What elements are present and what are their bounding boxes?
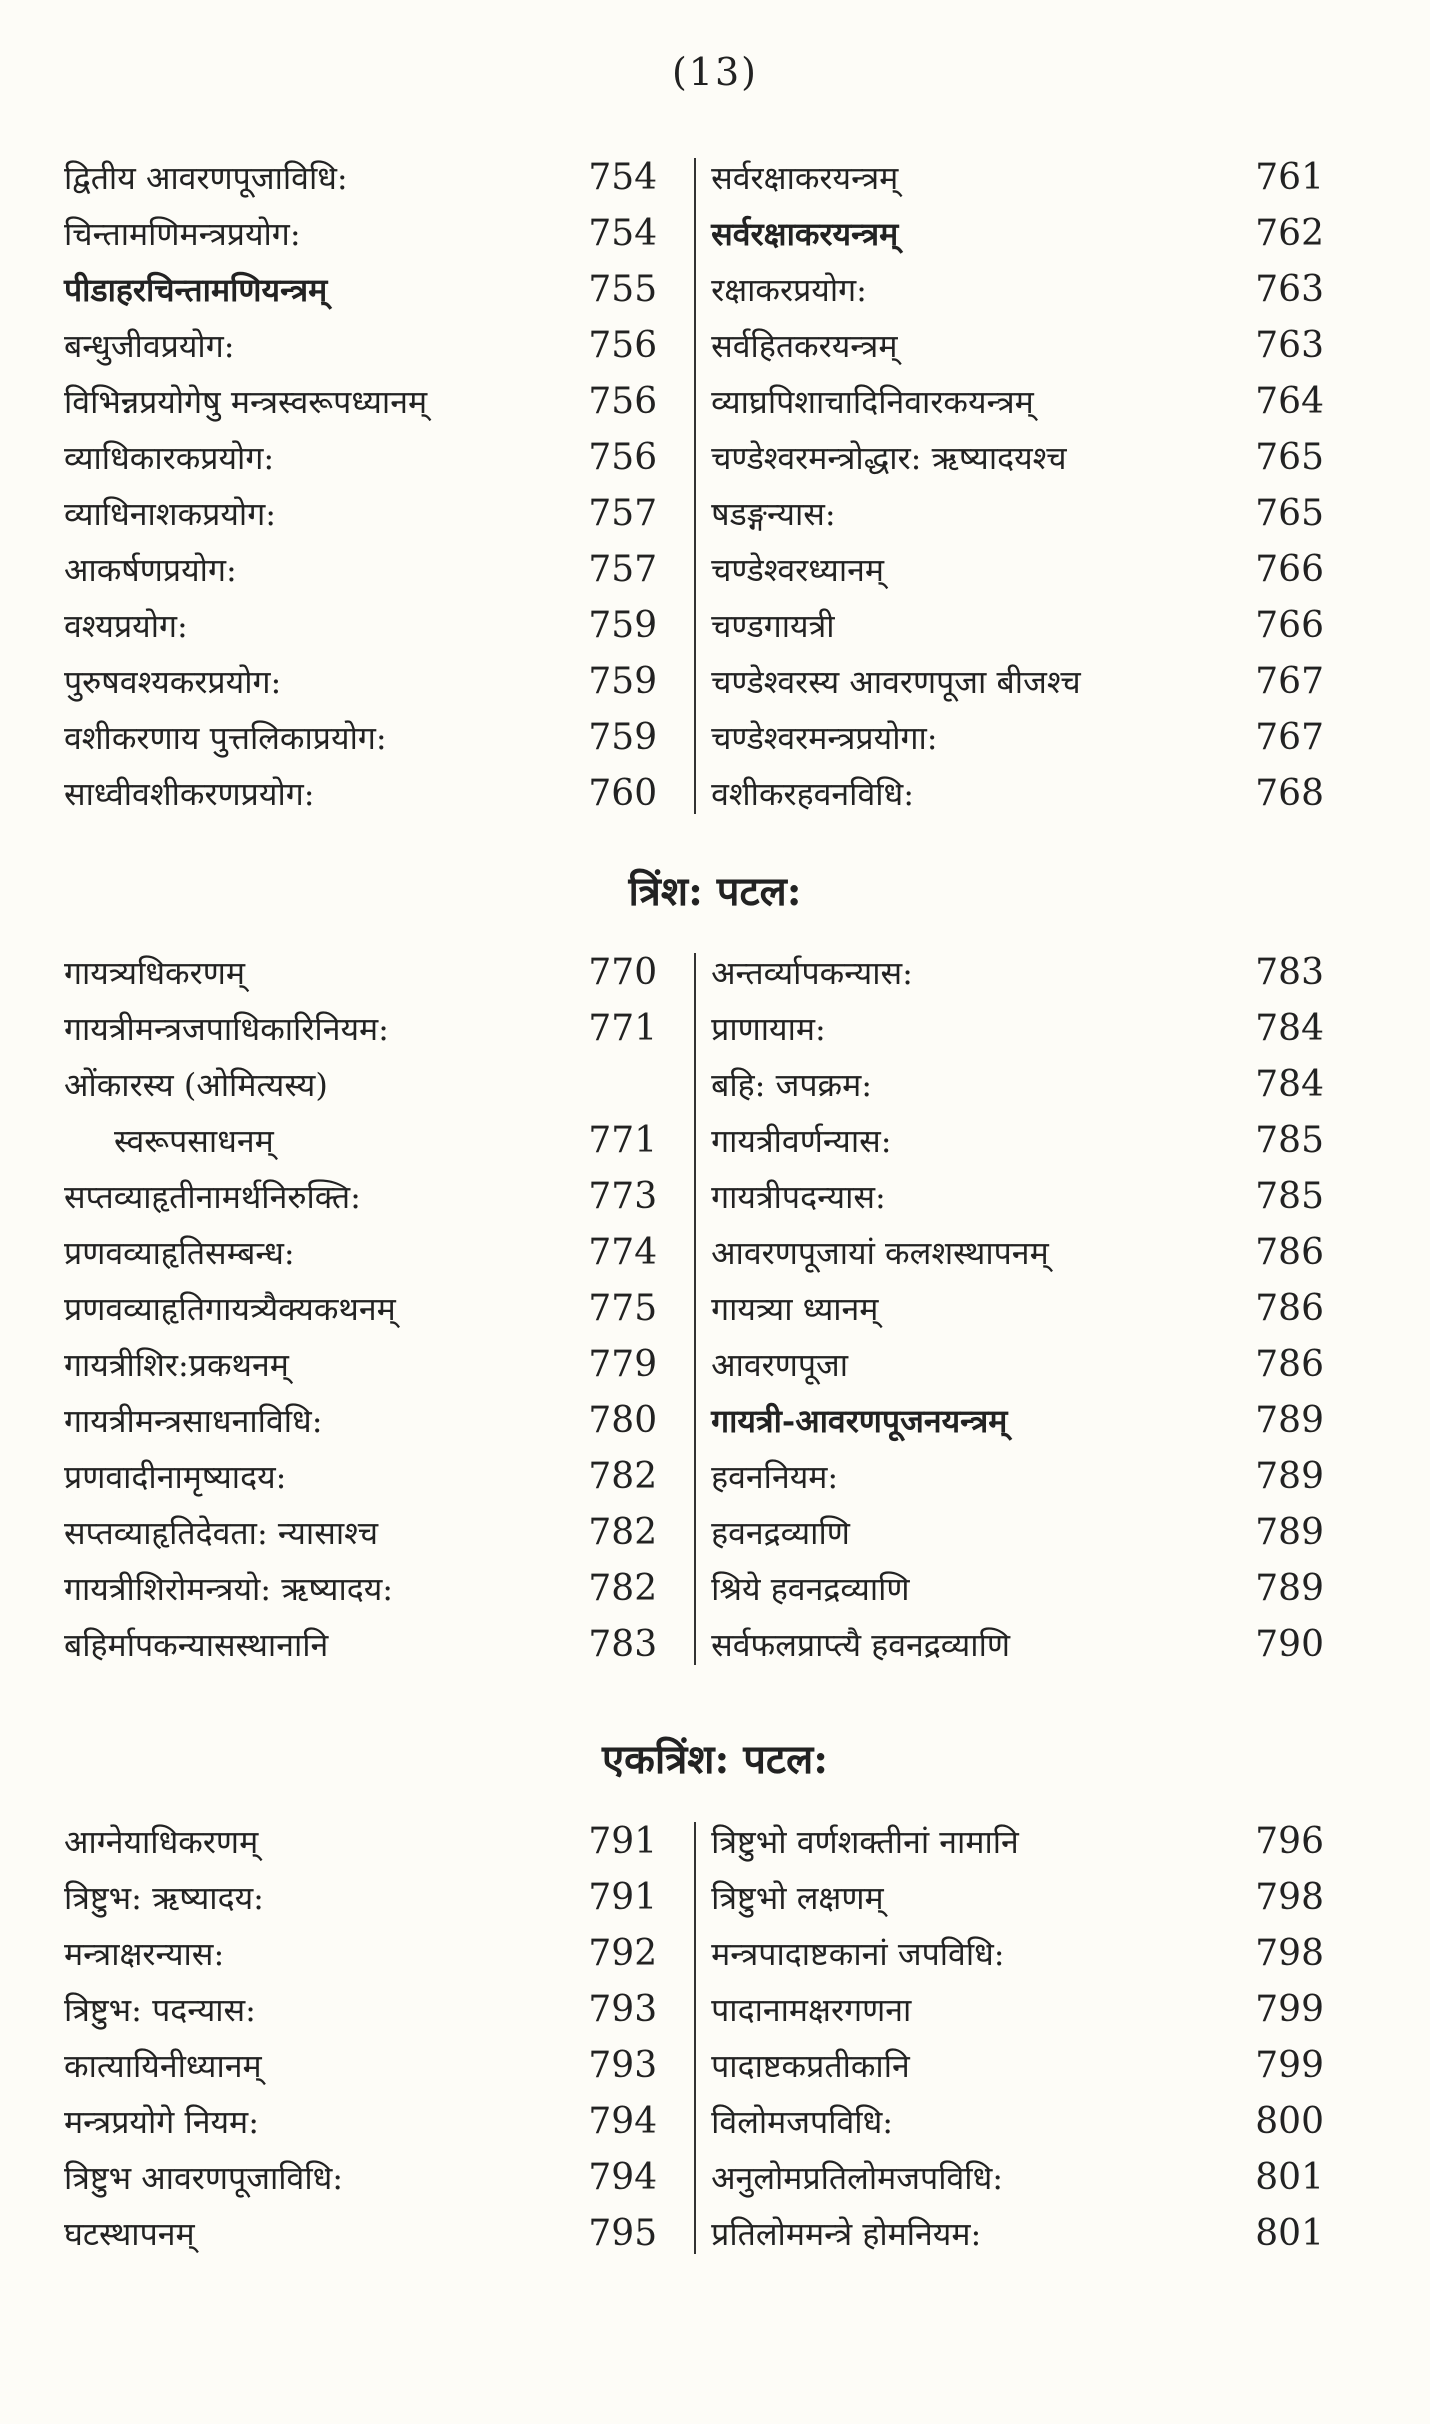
toc-entry-title: विभिन्नप्रयोगेषु मन्त्रस्वरूपध्यानम् — [64, 383, 428, 421]
toc-entry — [64, 262, 657, 318]
toc-entry-title: पादानामक्षरगणना — [711, 1991, 912, 2029]
toc-entry — [64, 766, 657, 822]
toc-entry-title: चण्डेश्वरमन्त्रप्रयोगा: — [711, 719, 938, 757]
toc-entry — [64, 486, 657, 542]
toc-entry-page: 755 — [588, 269, 658, 310]
toc-entry — [711, 150, 1324, 206]
section-heading-trimsha-patala: त्रिंश: पटल: — [628, 868, 802, 915]
toc-entry-title: प्रणवादीनामृष्यादय: — [64, 1458, 287, 1496]
toc-entry-title: गायत्रीवर्णन्यास: — [711, 1122, 892, 1160]
toc-entry-title: साध्वीवशीकरणप्रयोग: — [64, 775, 315, 813]
toc-entry-page: 775 — [588, 1288, 658, 1329]
toc-entry-page: 786 — [1255, 1344, 1324, 1385]
toc-column-left — [64, 945, 683, 1673]
toc-entry-page: 763 — [1255, 325, 1324, 366]
toc-entry — [711, 206, 1324, 262]
toc-entry — [711, 1225, 1324, 1281]
toc-entry-page: 789 — [1255, 1512, 1324, 1553]
toc-entry — [711, 1870, 1324, 1926]
toc-entry — [711, 262, 1324, 318]
toc-entry — [711, 2094, 1324, 2150]
toc-entry-page: 770 — [588, 952, 658, 993]
toc-entry — [64, 1505, 657, 1561]
toc-entry-title: वश्यप्रयोग: — [64, 607, 188, 645]
toc-entry-title: हवननियम: — [711, 1458, 839, 1496]
toc-entry-page: 801 — [1255, 2213, 1324, 2254]
toc-entry-page: 801 — [1255, 2157, 1324, 2198]
toc-entry-page: 798 — [1255, 1877, 1324, 1918]
toc-entry-page: 767 — [1255, 717, 1324, 758]
toc-entry-page: 756 — [588, 437, 658, 478]
toc-entry-title: त्रिष्टुभो लक्षणम् — [711, 1879, 884, 1917]
toc-entry — [64, 318, 657, 374]
toc-entry-title: व्याधिनाशकप्रयोग: — [64, 495, 276, 533]
toc-entry-page: 765 — [1255, 437, 1324, 478]
toc-entry-page: 789 — [1255, 1568, 1324, 1609]
toc-entry-page: 773 — [588, 1176, 658, 1217]
toc-entry-page: 759 — [588, 605, 658, 646]
toc-entry-title: हवनद्रव्याणि — [711, 1514, 850, 1552]
toc-entry-page: 771 — [588, 1120, 658, 1161]
toc-entry-title: द्वितीय आवरणपूजाविधि: — [64, 159, 348, 197]
toc-entry — [711, 945, 1324, 1001]
toc-entry — [711, 318, 1324, 374]
toc-entry — [64, 430, 657, 486]
toc-entry — [64, 1281, 657, 1337]
toc-entry — [64, 598, 657, 654]
toc-entry-page: 760 — [588, 773, 658, 814]
toc-entry — [711, 598, 1324, 654]
toc-entry-page: 754 — [588, 213, 658, 254]
toc-entry-title: गायत्रीशिर:प्रकथनम् — [64, 1346, 289, 1384]
toc-entry — [64, 710, 657, 766]
toc-entry — [711, 2038, 1324, 2094]
toc-column-right — [683, 150, 1324, 822]
toc-entry-title: मन्त्राक्षरन्यास: — [64, 1935, 225, 1973]
toc-entry — [64, 654, 657, 710]
toc-entry — [64, 1926, 657, 1982]
toc-entry-page: 798 — [1255, 1933, 1324, 1974]
toc-entry-title: वशीकरहवनविधि: — [711, 775, 914, 813]
toc-entry — [711, 542, 1324, 598]
toc-entry-page: 767 — [1255, 661, 1324, 702]
section-heading-ekatrimsha-patala: एकत्रिंश: पटल: — [602, 1736, 828, 1783]
toc-entry — [711, 1561, 1324, 1617]
toc-entry-page: 782 — [588, 1512, 658, 1553]
toc-entry — [64, 1561, 657, 1617]
toc-entry-title: सर्वरक्षाकरयन्त्रम् — [711, 159, 899, 197]
toc-entry — [64, 1001, 657, 1057]
toc-entry-title: विलोमजपविधि: — [711, 2103, 894, 2141]
toc-entry — [711, 1617, 1324, 1673]
toc-entry-page: 784 — [1255, 1064, 1324, 1105]
toc-entry — [711, 2206, 1324, 2262]
toc-entry-page: 759 — [588, 661, 658, 702]
toc-entry-title: पीडाहरचिन्तामणियन्त्रम् — [64, 271, 328, 309]
toc-entry-page: 786 — [1255, 1288, 1324, 1329]
toc-entry — [64, 1617, 657, 1673]
toc-entry — [64, 1814, 657, 1870]
toc-entry-title: गायत्रीमन्त्रसाधनाविधि: — [64, 1402, 323, 1440]
toc-entry-page: 765 — [1255, 493, 1324, 534]
toc-entry — [64, 2150, 657, 2206]
toc-column-right — [683, 945, 1324, 1673]
toc-entry-page: 799 — [1255, 1989, 1324, 2030]
toc-entry-page: 789 — [1255, 1400, 1324, 1441]
toc-entry-title: आकर्षणप्रयोग: — [64, 551, 237, 589]
toc-entry-page: 794 — [588, 2101, 658, 2142]
toc-entry-title: चिन्तामणिमन्त्रप्रयोग: — [64, 215, 301, 253]
toc-entry — [711, 1449, 1324, 1505]
toc-column-left — [64, 1814, 683, 2262]
toc-entry — [64, 1982, 657, 2038]
toc-entry-page: 791 — [588, 1821, 658, 1862]
toc-entry-title: आवरणपूजा — [711, 1346, 849, 1384]
toc-entry-page: 780 — [588, 1400, 658, 1441]
toc-section-1 — [64, 150, 1324, 822]
toc-entry — [64, 542, 657, 598]
toc-entry-title: व्याघ्रपिशाचादिनिवारकयन्त्रम् — [711, 383, 1034, 421]
toc-entry-title: वशीकरणाय पुत्तलिकाप्रयोग: — [64, 719, 387, 757]
toc-entry — [711, 486, 1324, 542]
toc-entry-title: रक्षाकरप्रयोग: — [711, 271, 867, 309]
toc-entry-page: 771 — [588, 1008, 658, 1049]
toc-entry — [64, 945, 657, 1001]
toc-entry-page: 774 — [588, 1232, 658, 1273]
toc-entry — [64, 1337, 657, 1393]
toc-entry-page: 766 — [1255, 549, 1324, 590]
toc-entry — [64, 1449, 657, 1505]
toc-entry-page: 796 — [1255, 1821, 1324, 1862]
toc-entry-title: कात्यायिनीध्यानम् — [64, 2047, 262, 2085]
toc-column-left — [64, 150, 683, 822]
toc-entry-title: व्याधिकारकप्रयोग: — [64, 439, 275, 477]
toc-entry-page: 800 — [1255, 2101, 1324, 2142]
toc-entry-title: चण्डेश्वरध्यानम् — [711, 551, 885, 589]
toc-entry-title: अन्तर्व्यापकन्यास: — [711, 954, 913, 992]
toc-entry-page: 779 — [588, 1344, 658, 1385]
toc-entry-title: सर्वफलप्राप्त्यै हवनद्रव्याणि — [711, 1626, 1011, 1664]
toc-entry — [711, 1814, 1324, 1870]
toc-entry-page: 766 — [1255, 605, 1324, 646]
toc-entry-title: गायत्र्या ध्यानम् — [711, 1290, 879, 1328]
toc-entry-title: बन्धुजीवप्रयोग: — [64, 327, 235, 365]
toc-entry — [711, 1113, 1324, 1169]
toc-entry — [64, 1393, 657, 1449]
toc-entry-page: 783 — [588, 1624, 658, 1665]
toc-entry-title: स्वरूपसाधनम् — [114, 1122, 274, 1160]
toc-entry — [64, 206, 657, 262]
toc-entry-title: प्रतिलोममन्त्रे होमनियम: — [711, 2215, 982, 2253]
toc-entry — [711, 374, 1324, 430]
toc-entry-title: आग्नेयाधिकरणम् — [64, 1823, 259, 1861]
toc-section-3 — [64, 1814, 1324, 2262]
toc-entry — [711, 710, 1324, 766]
toc-entry-title: अनुलोमप्रतिलोमजपविधि: — [711, 2159, 1004, 2197]
toc-entry-title: त्रिष्टुभ: ऋष्यादय: — [64, 1879, 264, 1917]
toc-entry-page: 799 — [1255, 2045, 1324, 2086]
toc-entry-page: 791 — [588, 1877, 658, 1918]
toc-entry-page: 762 — [1255, 213, 1324, 254]
toc-entry-page: 790 — [1255, 1624, 1324, 1665]
toc-entry — [711, 1281, 1324, 1337]
toc-entry — [64, 2038, 657, 2094]
toc-entry — [711, 1926, 1324, 1982]
toc-entry-page: 792 — [588, 1933, 658, 1974]
toc-column-right — [683, 1814, 1324, 2262]
toc-entry — [711, 1001, 1324, 1057]
toc-entry-page: 754 — [588, 157, 658, 198]
toc-entry-title: श्रिये हवनद्रव्याणि — [711, 1570, 910, 1608]
toc-entry — [64, 2206, 657, 2262]
toc-entry — [64, 1225, 657, 1281]
toc-entry-page: 756 — [588, 381, 658, 422]
toc-entry-title: चण्डगायत्री — [711, 607, 835, 645]
toc-entry-title: सर्वहितकरयन्त्रम् — [711, 327, 898, 365]
toc-entry-page: 785 — [1255, 1120, 1324, 1161]
toc-entry-title: गायत्री-आवरणपूजनयन्त्रम् — [711, 1402, 1008, 1440]
toc-entry-title: त्रिष्टुभ: पदन्यास: — [64, 1991, 256, 2029]
toc-entry-title: आवरणपूजायां कलशस्थापनम् — [711, 1234, 1049, 1272]
toc-entry-title: प्रणवव्याहृतिगायत्र्यैक्यकथनम् — [64, 1290, 396, 1328]
toc-entry-title: चण्डेश्वरमन्त्रोद्धार: ऋष्यादयश्च — [711, 439, 1067, 477]
toc-entry-page: 756 — [588, 325, 658, 366]
toc-entry — [64, 1169, 657, 1225]
toc-entry-page: 782 — [588, 1456, 658, 1497]
toc-entry-page: 782 — [588, 1568, 658, 1609]
toc-entry-page: 764 — [1255, 381, 1324, 422]
toc-entry-title: सर्वरक्षाकरयन्त्रम् — [711, 215, 899, 253]
toc-entry-title: पुरुषवश्यकरप्रयोग: — [64, 663, 282, 701]
toc-entry-page: 768 — [1255, 773, 1324, 814]
toc-entry-title: गायत्र्यधिकरणम् — [64, 954, 245, 992]
toc-entry-page: 786 — [1255, 1232, 1324, 1273]
toc-entry-page: 785 — [1255, 1176, 1324, 1217]
toc-entry-title: गायत्रीशिरोमन्त्रयो: ऋष्यादय: — [64, 1570, 394, 1608]
toc-entry-title: प्रणवव्याहृतिसम्बन्ध: — [64, 1234, 295, 1272]
toc-entry — [64, 2094, 657, 2150]
toc-entry — [711, 2150, 1324, 2206]
toc-entry — [64, 1870, 657, 1926]
toc-entry — [711, 430, 1324, 486]
toc-entry-title: मन्त्रप्रयोगे नियम: — [64, 2103, 259, 2141]
toc-section-2 — [64, 945, 1324, 1673]
toc-entry-page: 794 — [588, 2157, 658, 2198]
toc-entry — [711, 1057, 1324, 1113]
toc-entry-page: 793 — [588, 2045, 658, 2086]
toc-entry-title: ओंकारस्य (ओमित्यस्य) — [64, 1066, 328, 1104]
toc-entry-page: 784 — [1255, 1008, 1324, 1049]
toc-entry-title: पादाष्टकप्रतीकानि — [711, 2047, 910, 2085]
toc-entry-title: गायत्रीपदन्यास: — [711, 1178, 886, 1216]
toc-entry — [711, 1337, 1324, 1393]
toc-entry — [711, 1982, 1324, 2038]
toc-entry-title: बहि: जपक्रम: — [711, 1066, 873, 1104]
toc-entry-title: गायत्रीमन्त्रजपाधिकारिनियम: — [64, 1010, 389, 1048]
toc-entry-page: 793 — [588, 1989, 658, 2030]
toc-entry-page: 759 — [588, 717, 658, 758]
toc-entry-title: त्रिष्टुभो वर्णशक्तीनां नामानि — [711, 1823, 1019, 1861]
toc-entry-page: 757 — [588, 549, 658, 590]
toc-entry-page: 783 — [1255, 952, 1324, 993]
toc-entry-title: घटस्थापनम् — [64, 2215, 195, 2253]
toc-entry-page: 761 — [1255, 157, 1324, 198]
toc-entry-page: 789 — [1255, 1456, 1324, 1497]
toc-entry — [64, 374, 657, 430]
toc-entry-title: चण्डेश्वरस्य आवरणपूजा बीजश्च — [711, 663, 1081, 701]
toc-entry-title: प्राणायाम: — [711, 1010, 826, 1048]
toc-entry-page: 757 — [588, 493, 658, 534]
toc-entry-title: षडङ्गन्यास: — [711, 495, 836, 533]
toc-entry-title: सप्तव्याहृतीनामर्थनिरुक्ति: — [64, 1178, 361, 1216]
toc-entry — [711, 1169, 1324, 1225]
toc-entry-title: सप्तव्याहृतिदेवता: न्यासाश्च — [64, 1514, 379, 1552]
toc-entry-title: बहिर्मापकन्यासस्थानानि — [64, 1626, 329, 1664]
toc-entry — [64, 1057, 657, 1113]
toc-entry — [711, 1393, 1324, 1449]
toc-entry — [711, 654, 1324, 710]
page-number: (13) — [671, 50, 758, 94]
toc-entry-page: 795 — [588, 2213, 658, 2254]
toc-entry — [711, 766, 1324, 822]
toc-entry — [64, 150, 657, 206]
toc-entry-title: त्रिष्टुभ आवरणपूजाविधि: — [64, 2159, 344, 2197]
toc-entry — [711, 1505, 1324, 1561]
toc-entry-title: मन्त्रपादाष्टकानां जपविधि: — [711, 1935, 1005, 1973]
toc-entry — [64, 1113, 657, 1169]
toc-entry-page: 763 — [1255, 269, 1324, 310]
